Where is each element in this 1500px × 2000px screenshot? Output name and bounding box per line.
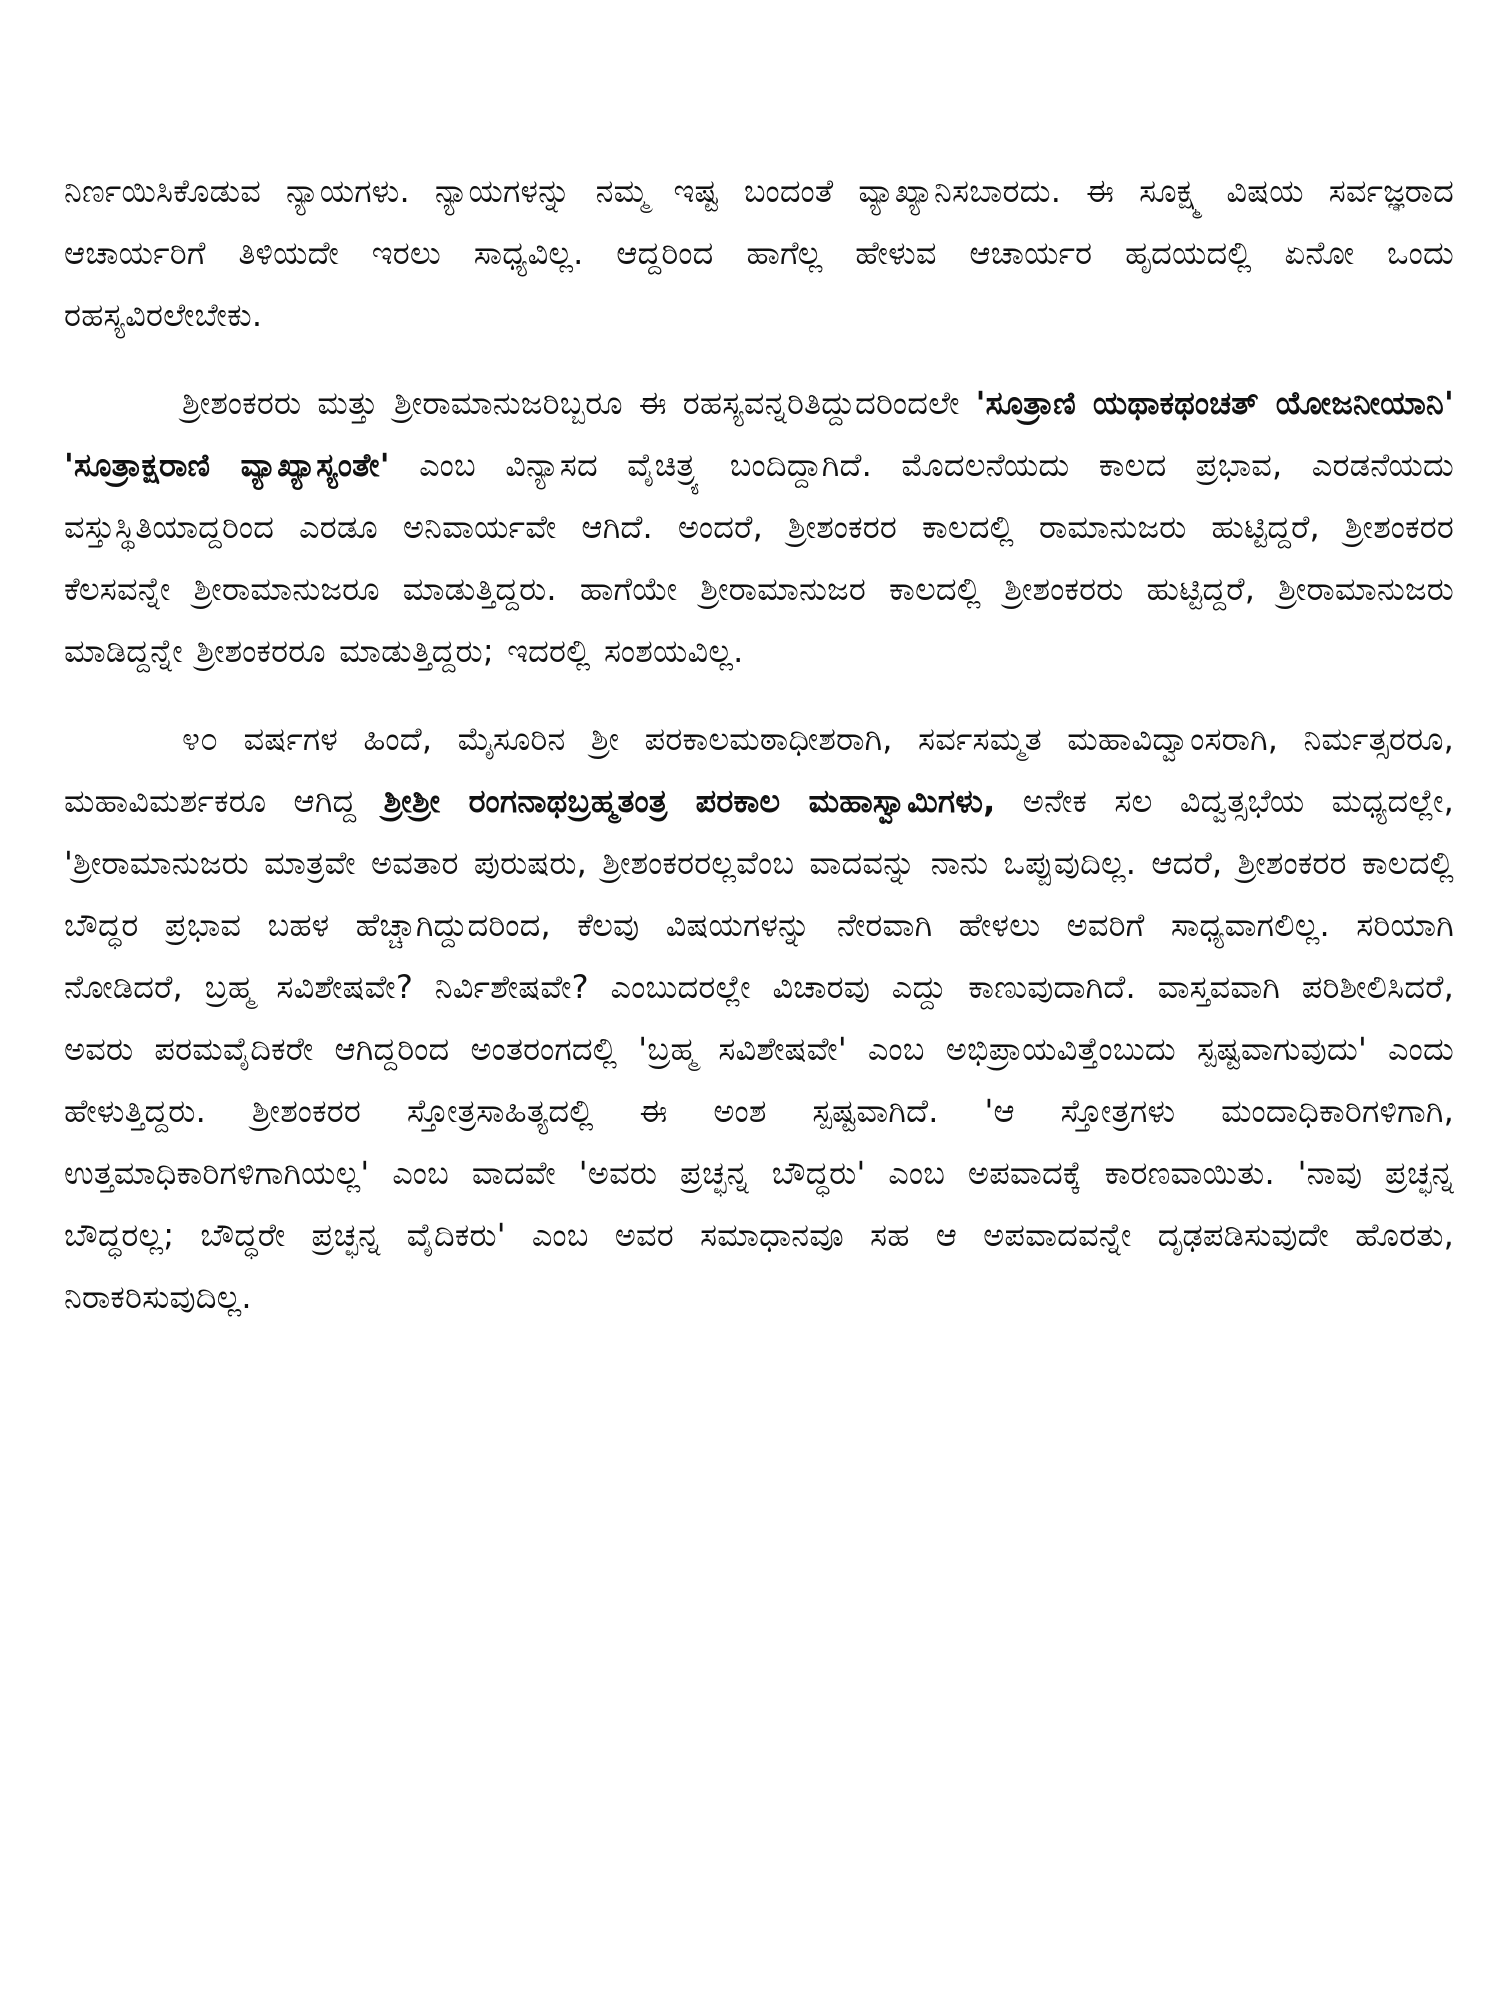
paragraph-2-text-1: ಶ್ರೀಶಂಕರರು ಮತ್ತು ಶ್ರೀರಾಮಾನುಜರಿಬ್ಬರೂ ಈ ರಹಸ್ಯವನ್ನರಿತಿದ್ದುದರಿಂದಲೇ xyxy=(182,384,976,422)
paragraph-2-text-2: ಎಂಬ ವಿನ್ಯಾಸದ ವೈಚಿತ್ರ್ಯ ಬಂದಿದ್ದಾಗಿದೆ. ಮೊದಲನೆಯದು ಕಾಲದ ಪ್ರಭಾವ, ಎರಡನೆಯದು ವಸ್ತುಸ್ಥಿತಿಯಾದ್ದರಿಂದ ಎರಡೂ ಅನಿವಾರ್ಯವೇ ಆಗಿದೆ. ಅಂದರೆ, ಶ್ರೀಶಂಕರರ ಕಾಲದಲ್ಲಿ ರಾಮಾನುಜರು ಹುಟ್ಟಿದ್ದರೆ, ಶ್ರೀಶಂಕರರ ಕೆಲಸವನ್ನೇ ಶ್ರೀರಾಮಾನುಜರೂ ಮಾಡುತ್ತಿದ್ದರು. ಹಾಗೆಯೇ ಶ್ರೀರಾಮಾನುಜರ ಕಾಲದಲ್ಲಿ ಶ್ರೀಶಂಕರರು ಹುಟ್ಟಿದ್ದರೆ, ಶ್ರೀರಾಮಾನುಜರು ಮಾಡಿದ್ದನ್ನೇ ಶ್ರೀಶಂಕರರೂ ಮಾಡುತ್ತಿದ್ದರು; ಇದರಲ್ಲಿ ಸಂಶಯವಿಲ್ಲ. xyxy=(64,446,1454,670)
paragraph-3-text-1: ೪೦ ವರ್ಷಗಳ ಹಿಂದೆ, ಮೈಸೂರಿನ ಶ್ರೀ ಪರಕಾಲಮಠಾಧೀಶರಾಗಿ, ಸರ್ವಸಮ್ಮತ ಮಹಾವಿದ್ವಾಂಸರಾಗಿ, ನಿರ್ಮತ್ಸರರೂ, ಮಹಾವಿಮರ್ಶಕರೂ ಆಗಿದ್ದ xyxy=(64,720,1454,820)
paragraph-1-text: ನಿರ್ಣಯಿಸಿಕೊಡುವ ನ್ಯಾಯಗಳು. ನ್ಯಾಯಗಳನ್ನು ನಮ್ಮ ಇಷ್ಟ ಬಂದಂತೆ ವ್ಯಾಖ್ಯಾನಿಸಬಾರದು. ಈ ಸೂಕ್ಷ್ಮ ವಿಷಯ ಸರ್ವಜ್ಞರಾದ ಆಚಾರ್ಯರಿಗೆ ತಿಳಿಯದೇ ಇರಲು ಸಾಧ್ಯವಿಲ್ಲ. ಆದ್ದರಿಂದ ಹಾಗೆಲ್ಲ ಹೇಳುವ ಆಚಾರ್ಯರ ಹೃದಯದಲ್ಲಿ ಏನೋ ಒಂದು ರಹಸ್ಯವಿರಲೇಬೇಕು. xyxy=(64,172,1454,334)
paragraph-3 xyxy=(64,708,1454,1328)
document-page xyxy=(64,160,1454,1960)
paragraph-3-text-2: ಅನೇಕ ಸಲ ವಿದ್ವತ್ಸಭೆಯ ಮಧ್ಯದಲ್ಲೇ, 'ಶ್ರೀರಾಮಾನುಜರು ಮಾತ್ರವೇ ಅವತಾರ ಪುರುಷರು, ಶ್ರೀಶಂಕರರಲ್ಲವೆಂಬ ವಾದವನ್ನು ನಾನು ಒಪ್ಪುವುದಿಲ್ಲ. ಆದರೆ, ಶ್ರೀಶಂಕರರ ಕಾಲದಲ್ಲಿ ಬೌದ್ಧರ ಪ್ರಭಾವ ಬಹಳ ಹೆಚ್ಚಾಗಿದ್ದುದರಿಂದ, ಕೆಲವು ವಿಷಯಗಳನ್ನು ನೇರವಾಗಿ ಹೇಳಲು ಅವರಿಗೆ ಸಾಧ್ಯವಾಗಲಿಲ್ಲ. ಸರಿಯಾಗಿ ನೋಡಿದರೆ, ಬ್ರಹ್ಮ ಸವಿಶೇಷವೇ? ನಿರ್ವಿಶೇಷವೇ? ಎಂಬುದರಲ್ಲೇ ವಿಚಾರವು ಎದ್ದು ಕಾಣುವುದಾಗಿದೆ. ವಾಸ್ತವವಾಗಿ ಪರಿಶೀಲಿಸಿದರೆ, ಅವರು ಪರಮವೈದಿಕರೇ ಆಗಿದ್ದರಿಂದ ಅಂತರಂಗದಲ್ಲಿ 'ಬ್ರಹ್ಮ ಸವಿಶೇಷವೇ' ಎಂಬ ಅಭಿಪ್ರಾಯವಿತ್ತೆಂಬುದು ಸ್ಪಷ್ಟವಾಗುವುದು' ಎಂದು ಹೇಳುತ್ತಿದ್ದರು. ಶ್ರೀಶಂಕರರ ಸ್ತೋತ್ರಸಾಹಿತ್ಯದಲ್ಲಿ ಈ ಅಂಶ ಸ್ಪಷ್ಟವಾಗಿದೆ. 'ಆ ಸ್ತೋತ್ರಗಳು ಮಂದಾಧಿಕಾರಿಗಳಿಗಾಗಿ, ಉತ್ತಮಾಧಿಕಾರಿಗಳಿಗಾಗಿಯಲ್ಲ' ಎಂಬ ವಾದವೇ 'ಅವರು ಪ್ರಚ್ಛನ್ನ ಬೌದ್ಧರು' ಎಂಬ ಅಪವಾದಕ್ಕೆ ಕಾರಣವಾಯಿತು. 'ನಾವು ಪ್ರಚ್ಛನ್ನ ಬೌದ್ಧರಲ್ಲ; ಬೌದ್ಧರೇ ಪ್ರಚ್ಛನ್ನ ವೈದಿಕರು' ಎಂಬ ಅವರ ಸಮಾಧಾನವೂ ಸಹ ಆ ಅಪವಾದವನ್ನೇ ದೃಢಪಡಿಸುವುದೇ ಹೊರತು, ನಿರಾಕರಿಸುವುದಿಲ್ಲ. xyxy=(64,782,1454,1316)
swamiji-name-bold: ಶ್ರೀಶ್ರೀ ರಂಗನಾಥಬ್ರಹ್ಮತಂತ್ರ ಪರಕಾಲ ಮಹಾಸ್ವಾಮಿಗಳು, xyxy=(383,782,996,820)
paragraph-2 xyxy=(64,372,1454,682)
paragraph-1 xyxy=(64,160,1454,346)
sutra-quote-bold: 'ಸೂತ್ರಾಣಿ ಯಥಾಕಥಂಚತ್ ಯೋಜನೀಯಾನಿ' 'ಸೂತ್ರಾಕ್ಷರಾಣಿ ವ್ಯಾಖ್ಯಾಸ್ಯಂತೇ' xyxy=(64,384,1454,484)
